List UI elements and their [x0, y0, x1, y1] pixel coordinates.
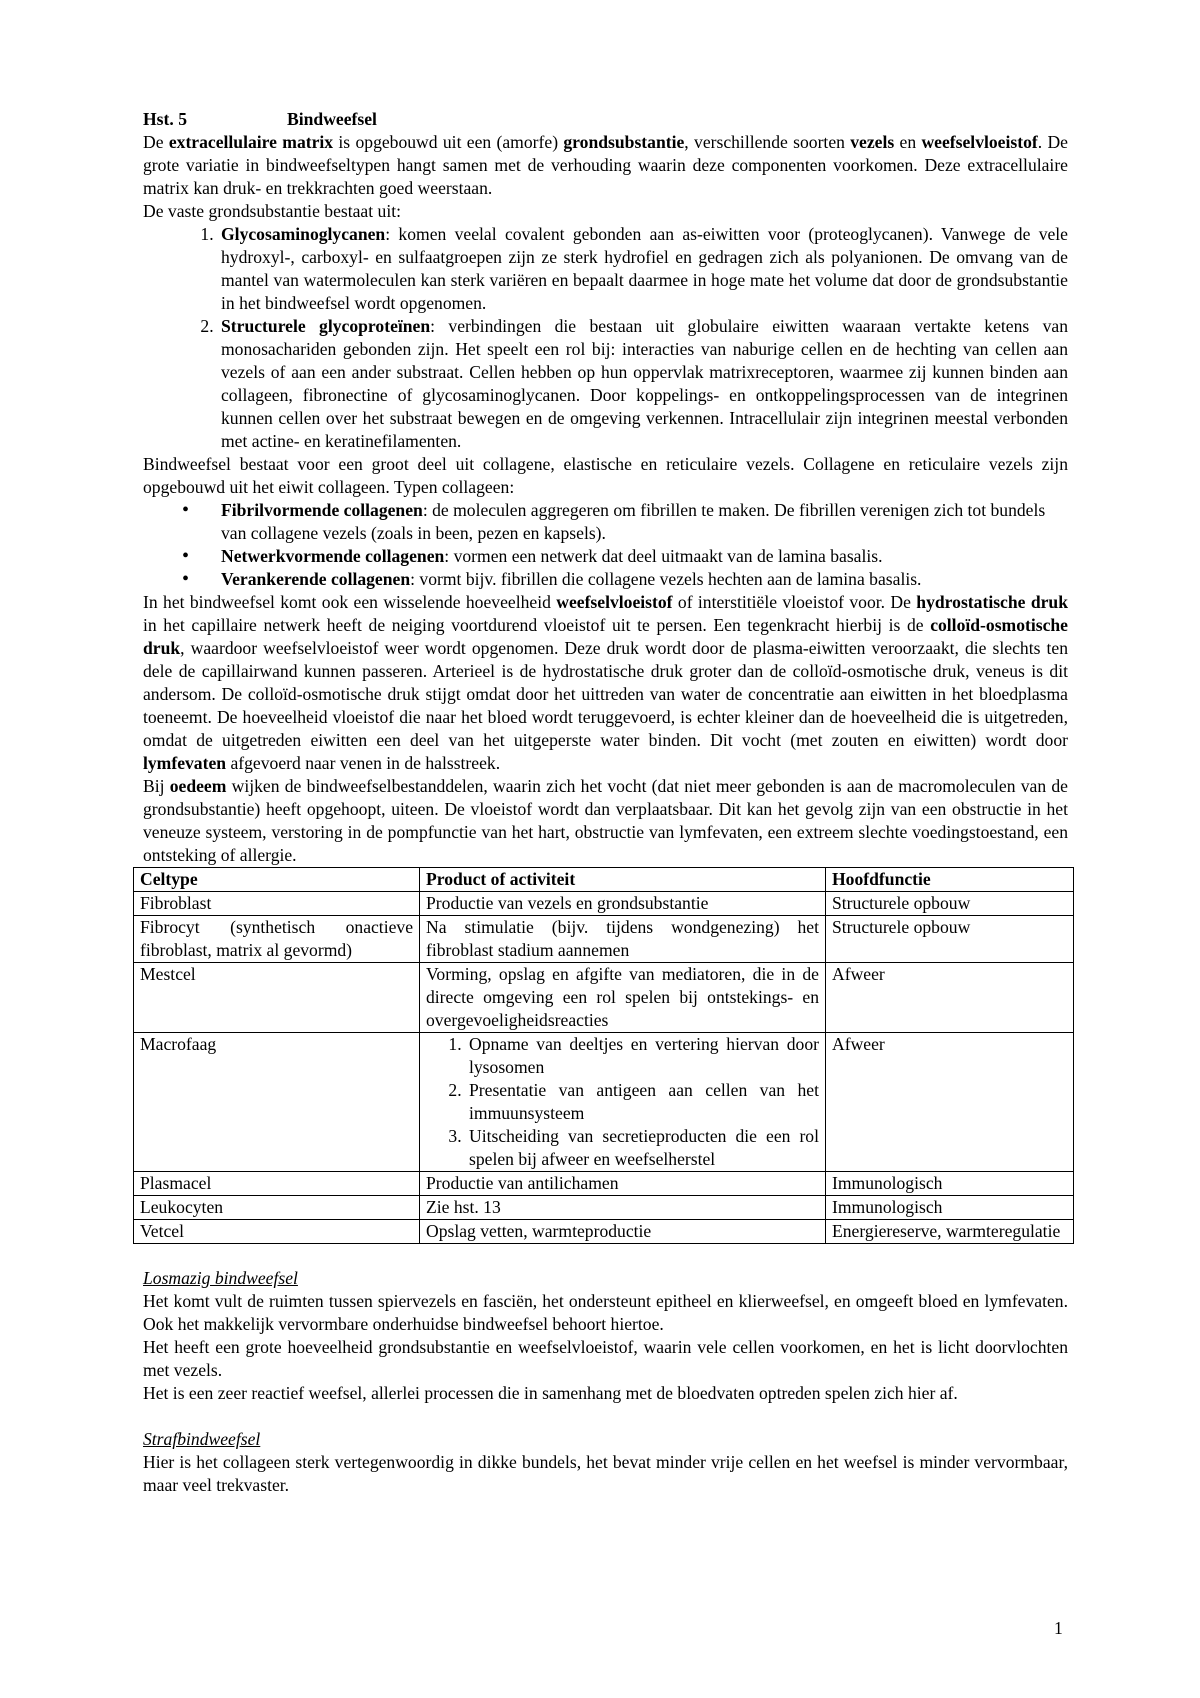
fluid-paragraph	[143, 591, 1068, 775]
list-item	[218, 315, 1068, 453]
straf-paragraph: Hier is het collageen sterk vertegenwoordig in dikke bundels, het bevat minder vrije cellen en het weefsel is minder vervormbaar, maar veel trekvaster.	[143, 1452, 1068, 1495]
table-cell: Structurele opbouw	[826, 892, 1074, 916]
text-run: Glycosaminoglycanen	[221, 224, 386, 244]
table-cell: Fibrocyt (synthetisch onactieve fibroblast, matrix al gevormd)	[134, 916, 420, 963]
table-cell	[420, 1033, 826, 1172]
text-run: De	[143, 132, 169, 152]
text-run: oedeem	[169, 776, 227, 796]
fibers-paragraph: Bindweefsel bestaat voor een groot deel uit collagene, elastische en reticulaire vezels. Collagene en reticulaire vezels zijn opgebouwd uit het eiwit collageen. Typen collageen:	[143, 454, 1068, 497]
table-cell: Structurele opbouw	[826, 916, 1074, 963]
losmazig-paragraph: Het is een zeer reactief weefsel, allerlei processen die in samenhang met de bloedvaten optreden spelen zich hier af.	[143, 1383, 958, 1403]
chapter-number: Hst. 5	[143, 109, 187, 129]
chapter-topic: Bindweefsel	[287, 109, 377, 129]
table-cell: Plasmacel	[134, 1172, 420, 1196]
section-heading-losmazig: Losmazig bindweefsel	[143, 1268, 298, 1288]
text-run: Bij	[143, 776, 170, 796]
text-run: of interstitiële vloeistof voor. De	[672, 592, 917, 612]
text-run: , verschillende soorten	[684, 132, 851, 152]
text-run: lymfevaten	[143, 753, 227, 773]
losmazig-paragraph: Het komt vult de ruimten tussen spiervezels en fasciën, het ondersteunt epitheel en klierweefsel, en omgeeft bloed en lymfevaten. Ook het makkelijk vervormbare onderhuidse bindweefsel behoort hiertoe.	[143, 1291, 1068, 1334]
text-run: in het capillaire netwerk heeft de neiging voortdurend vloeistof uit te persen. Een tegenkracht hierbij is de	[143, 615, 931, 635]
collagen-types-list	[143, 499, 1068, 591]
text-run: Structurele glycoproteïnen	[221, 316, 431, 336]
table-cell: Fibroblast	[134, 892, 420, 916]
table-cell: Macrofaag	[134, 1033, 420, 1172]
document-page	[140, 108, 1068, 1497]
list-item: 1. Opname van deeltjes en vertering hiervan door lysosomen	[466, 1033, 819, 1079]
text-run: : verbindingen die bestaan uit globulaire eiwitten waaraan vertakte ketens van monosachariden gebonden zijn. Het speelt een rol bij: interacties van naburige cellen en de hechting van cellen aan vezels of aan een ander substraat. Cellen hebben op hun oppervlak matrixreceptoren, waarmee zij kunnen binden aan collageen, fibronectine of glycosaminoglycanen. Door koppelings- en ontkoppelingsprocessen van de integrinen kunnen cellen over het substraat bewegen en de omgeving verkennen. Intracellulair zijn integrinen meestal verbonden met actine- en keratinefilamenten.	[221, 316, 1068, 451]
edema-paragraph	[143, 775, 1068, 867]
text-run: extracellulaire matrix	[168, 132, 334, 152]
table-cell: Na stimulatie (bijv. tijdens wondgenezing) het fibroblast stadium aannemen	[420, 916, 826, 963]
chapter-title	[143, 108, 1068, 131]
list-item	[218, 499, 1068, 545]
table-cell: Productie van antilichamen	[420, 1172, 826, 1196]
text-run: In het bindweefsel komt ook een wisselende hoeveelheid	[143, 592, 557, 612]
text-run: Netwerkvormende collagenen	[221, 546, 445, 566]
text-run: afgevoerd naar venen in de halsstreek.	[226, 753, 501, 773]
text-run: : komen veelal covalent gebonden aan as-eiwitten voor (proteoglycanen). Vanwege de vele hydroxyl-, carboxyl- en sulfaatgroepen zijn ze sterk hydrofiel en gedragen zich als polyanionen. De omvang van de mantel van watermoleculen kan sterk variëren en bepaalt daarmee in hoge mate het volume dat door de grondsubstantie in het bindweefsel wordt opgenomen.	[221, 224, 1068, 313]
table-header-row	[134, 868, 1074, 892]
text-run: : vormen een netwerk dat deel uitmaakt van de lamina basalis.	[444, 546, 883, 566]
list-item: 3. Uitscheiding van secretieproducten die een rol spelen bij afweer en weefselherstel	[466, 1125, 819, 1171]
text-run: hydrostatische druk	[916, 592, 1068, 612]
text-run: Fibrilvormende collagenen	[221, 500, 423, 520]
table-cell: Productie van vezels en grondsubstantie	[420, 892, 826, 916]
text-run: wijken de bindweefselbestanddelen, waarin zich het vocht (dat niet meer gebonden is aan de macromoleculen van de grondsubstantie) heeft opgehoopt, uiteen. De vloeistof wordt dan verplaatsbaar. Dit kan het gevolg zijn van een obstructie in het veneuze systeem, verstoring in de pompfunctie van het hart, obstructie van lymfevaten, een extreem slechte voedingstoestand, een ontsteking of allergie.	[143, 776, 1068, 865]
ground-substance-list	[143, 223, 1068, 453]
table-cell: Afweer	[826, 963, 1074, 1033]
macrophage-activities-list	[426, 1033, 819, 1171]
ground-substance-intro: De vaste grondsubstantie bestaat uit:	[143, 201, 401, 221]
text-run: grondsubstantie	[563, 132, 685, 152]
table-row	[134, 1220, 1074, 1244]
losmazig-paragraph: Het heeft een grote hoeveelheid grondsubstantie en weefselvloeistof, waarin vele cellen voorkomen, en het is licht doorvlochten met vezels.	[143, 1337, 1068, 1380]
text-run: colloïd-osmotische druk	[143, 615, 1068, 658]
text-run: : de moleculen aggregeren om fibrillen te maken. De fibrillen verenigen zich tot bundels van collagene vezels (zoals in been, pezen en kapsels).	[221, 500, 1046, 543]
text-run: is opgebouwd uit een (amorfe)	[333, 132, 564, 152]
text-run: : vormt bijv. fibrillen die collagene vezels hechten aan de lamina basalis.	[410, 569, 922, 589]
text-run: weefselvloeistof	[556, 592, 673, 612]
table-cell: Immunologisch	[826, 1196, 1074, 1220]
table-row	[134, 916, 1074, 963]
text-run: , waardoor weefselvloeistof weer wordt opgenomen. Deze druk wordt door de plasma-eiwitten veroorzaakt, die slechts ten dele de capillairwand kunnen passeren. Arterieel is de hydrostatische druk groter dan de colloïd-osmotische druk, veneus is dit andersom. De colloïd-osmotische druk stijgt omdat door het uittreden van water de concentratie aan eiwitten in het bloedplasma toeneemt. De hoeveelheid vloeistof die naar het bloed wordt teruggevoerd, is echter kleiner dan de hoeveelheid die is uitgetreden, omdat de uitgetreden eiwitten een deel van het uitgeperste water binden. Dit vocht (met zouten en eiwitten) wordt door	[143, 638, 1068, 750]
table-cell: Vorming, opslag en afgifte van mediatoren, die in de directe omgeving een rol spelen bij ontstekings- en overgevoeligheidsreacties	[420, 963, 826, 1033]
text-run: en	[894, 132, 922, 152]
table-cell: Immunologisch	[826, 1172, 1074, 1196]
table-row	[134, 892, 1074, 916]
table-row	[134, 1033, 1074, 1172]
table-row	[134, 963, 1074, 1033]
section-heading-straf: Strafbindweefsel	[143, 1429, 261, 1449]
table-cell: Leukocyten	[134, 1196, 420, 1220]
page-number: 1	[1054, 1618, 1063, 1638]
list-item: 2. Presentatie van antigeen aan cellen van het immuunsysteem	[466, 1079, 819, 1125]
table-header: Celtype	[134, 868, 420, 892]
table-row	[134, 1196, 1074, 1220]
table-cell: Energiereserve, warmteregulatie	[826, 1220, 1074, 1244]
table-header: Product of activiteit	[420, 868, 826, 892]
table-header: Hoofdfunctie	[826, 868, 1074, 892]
text-run: vezels	[850, 132, 895, 152]
text-run: . De grote variatie in bindweefseltypen hangt samen met de verhouding waarin deze componenten voorkomen. Deze extracellulaire matrix kan druk- en trekkrachten goed weerstaan.	[143, 132, 1068, 198]
table-cell: Zie hst. 13	[420, 1196, 826, 1220]
intro-paragraph	[143, 131, 1068, 200]
text-run: Verankerende collagenen	[221, 569, 411, 589]
list-item	[218, 568, 1068, 591]
list-item	[218, 223, 1068, 315]
list-item	[218, 545, 1068, 568]
table-cell: Mestcel	[134, 963, 420, 1033]
table-cell: Afweer	[826, 1033, 1074, 1172]
table-cell: Vetcel	[134, 1220, 420, 1244]
text-run: weefselvloeistof	[921, 132, 1038, 152]
table-row	[134, 1172, 1074, 1196]
table-cell: Opslag vetten, warmteproductie	[420, 1220, 826, 1244]
cell-types-table	[133, 867, 1074, 1244]
